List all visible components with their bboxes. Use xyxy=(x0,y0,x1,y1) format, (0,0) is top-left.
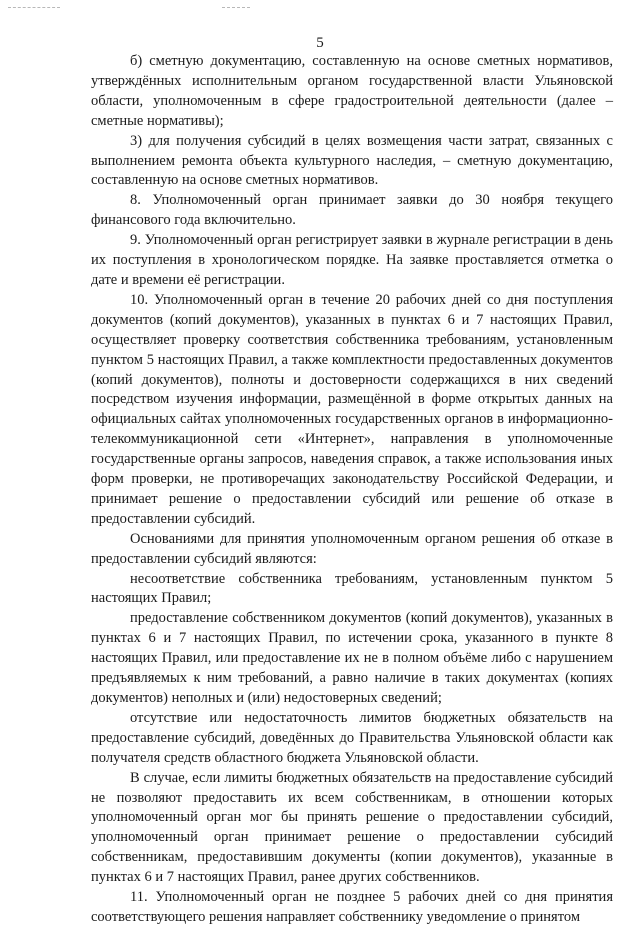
paragraph-refusal-ground-2: предоставление собственником документов (копий документов), указанных в пунктах 6 и 7 настоящих Правил, по истечении срока, указанного в пункте 8 настоящих Правил, или предоставление их не в полном объёме либо с нарушением предъявляемых к ним требований, а равно наличие в таких документах (копиях документов) неполных и (или) недостоверных сведений; xyxy=(91,610,613,706)
paragraph-clause-11: 11. Уполномоченный орган не позднее 5 рабочих дней со дня принятия соответствующего решения направляет собственнику уведомление о принятом xyxy=(91,889,613,925)
document-body xyxy=(91,52,613,928)
paragraph-limits-case: В случае, если лимиты бюджетных обязательств на предоставление субсидий не позволяют предоставить их всем собственникам, в отношении которых уполномоченный орган мог бы принять решение о предоставлении субсидий, уполномоченный орган принимает решение о предоставлении субсидий собственникам, предоставившим документы (копии документов), указанные в пунктах 6 и 7 настоящих Правил, ранее других собственников. xyxy=(91,769,613,886)
paragraph-clause-8: 8. Уполномоченный орган принимает заявки до 30 ноября текущего финансового года включительно. xyxy=(91,192,613,229)
page-number: 5 xyxy=(316,35,324,51)
scan-artifact-right xyxy=(222,7,250,8)
paragraph-clause-10: 10. Уполномоченный орган в течение 20 рабочих дней со дня поступления документов (копий документов), указанных в пунктах 6 и 7 настоящих Правил, осуществляет проверку соответствия собственника требованиям, установленным пунктом 5 настоящих Правил, а также комплектности предоставленных документов (копий документов), полноты и достоверности содержащихся в них сведений посредством изучения информации, размещённой в форме открытых данных на официальных сайтах уполномоченных государственных органов в информационно-телекоммуникационной сети «Интернет», направления в уполномоченные государственные органы запросов, наведения справок, а также использования иных форм проверки, не противоречащих законодательству Российской Федерации, и принимает решение о предоставлении субсидий или решение об отказе в предоставлении субсидий. xyxy=(91,291,613,527)
scan-artifact-left xyxy=(8,7,60,8)
paragraph-estimate-docs: б) сметную документацию, составленную на основе сметных нормативов, утверждённых исполнительным органом государственной власти Ульяновской области, уполномоченным в сфере градостроительной деятельности (далее – сметные нормативы); xyxy=(91,53,613,129)
paragraph-clause-9: 9. Уполномоченный орган регистрирует заявки в журнале регистрации в день их поступления в хронологическом порядке. На заявке проставляется отметка о дате и времени её регистрации. xyxy=(91,232,613,288)
paragraph-item-3: 3) для получения субсидий в целях возмещения части затрат, связанных с выполнением ремонта объекта культурного наследия, – сметную документацию, составленную на основе сметных нормативов. xyxy=(91,132,613,189)
paragraph-refusal-ground-3: отсутствие или недостаточность лимитов бюджетных обязательств на предоставление субсидий, доведённых до Правительства Ульяновской области как получателя средств областного бюджета Ульяновской области. xyxy=(91,709,613,766)
paragraph-refusal-ground-1: несоответствие собственника требованиям, установленным пунктом 5 настоящих Правил; xyxy=(91,570,613,607)
paragraph-refusal-grounds: Основаниями для принятия уполномоченным органом решения об отказе в предоставлении субсидий являются: xyxy=(91,530,613,567)
